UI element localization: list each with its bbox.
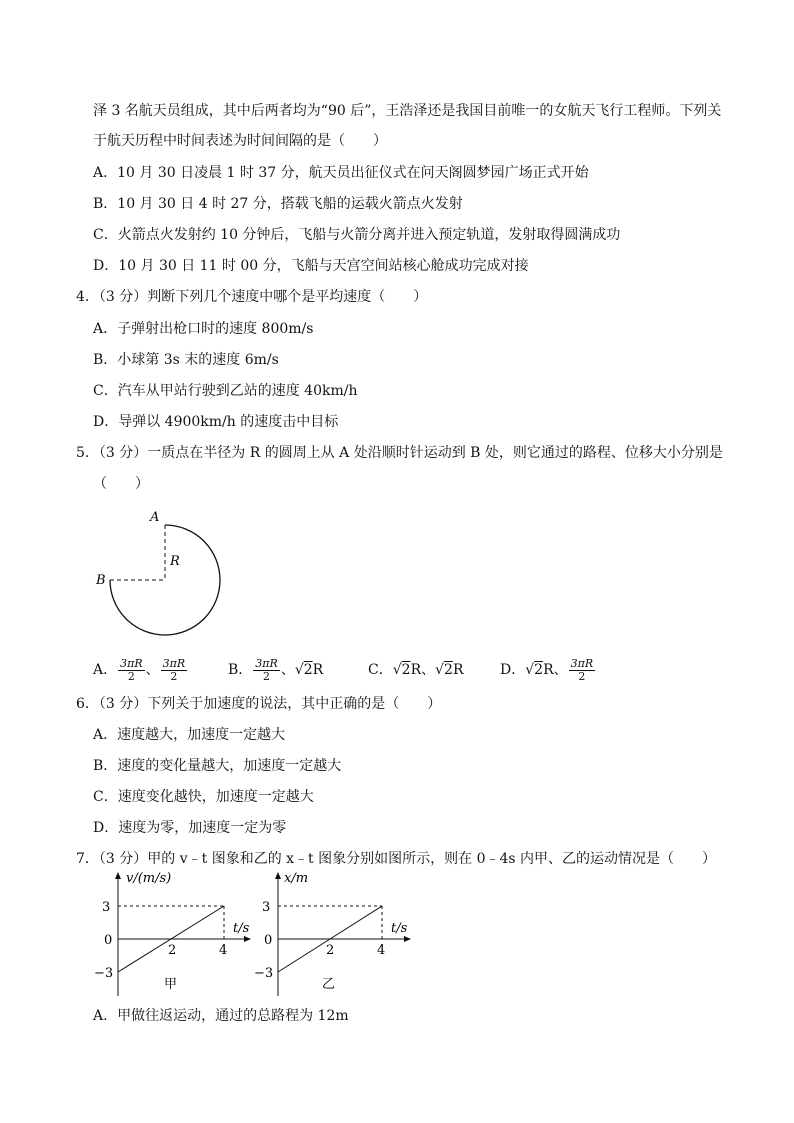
- jia-ylabel: v/(m/s): [126, 871, 172, 886]
- q5-stem: 5．（3 分）一质点在半径为 R 的圆周上从 A 处沿顺时针运动到 B 处，则它通过的路程、位移大小分别是: [76, 445, 723, 461]
- q5-option-a: A． $\frac{3\pi R}{2}$ 、 $\frac{3\pi R}{2}$: [93, 656, 186, 683]
- q3-option-d: D．10 月 30 日 11 时 00 分，飞船与天宫空间站核心舱成功完成对接: [93, 258, 529, 274]
- q4-option-b: B．小球第 3s 末的速度 6m/s: [93, 352, 279, 368]
- jia-y-arrow: [115, 872, 121, 879]
- q3-stem-line2: 于航天历程中时间表述为时间间隔的是（ ）: [93, 133, 387, 149]
- jia-tick-3: 3: [102, 900, 111, 915]
- q4-option-c: C．汽车从甲站行驶到乙站的速度 40km/h: [93, 383, 358, 399]
- q6-option-a: A．速度越大，加速度一定越大: [93, 727, 286, 743]
- q7-stem: 7．（3 分）甲的 v﹣t 图象和乙的 x﹣t 图象分别如图所示，则在 0﹣4s 内甲、乙的运动情况是（ ）: [76, 851, 717, 867]
- q6-option-b: B．速度的变化量越大，加速度一定越大: [93, 758, 342, 774]
- q6-stem: 6．（3 分）下列关于加速度的说法，其中正确的是（ ）: [76, 696, 442, 712]
- yi-ylabel: x/m: [284, 871, 309, 886]
- yi-xlabel: t/s: [391, 921, 408, 936]
- q7-option-a: A．甲做往返运动，通过的总路程为 12m: [93, 1008, 349, 1024]
- q7-graph-yi: [248, 868, 423, 1000]
- yi-tick-0: 0: [264, 933, 273, 948]
- q3-option-a: A．10 月 30 日凌晨 1 时 37 分，航天员出征仪式在问天阁圆梦园广场正式开始: [93, 165, 589, 181]
- jia-tick-0: 0: [104, 933, 113, 948]
- q3-option-b: B．10 月 30 日 4 时 27 分，搭载飞船的运载火箭点火发射: [93, 196, 463, 212]
- q5-circle-figure: [90, 505, 230, 640]
- jia-xlabel: t/s: [233, 921, 250, 936]
- yi-tick-2: 2: [326, 943, 335, 958]
- q3-stem-line1: 泽 3 名航天员组成，其中后两者均为“90 后”，王浩泽还是我国目前唯一的女航天飞行工程师。下列关: [93, 103, 722, 119]
- jia-caption: 甲: [164, 977, 178, 992]
- q3-option-c: C．火箭点火发射约 10 分钟后，飞船与火箭分离并进入预定轨道，发射取得圆满成功: [93, 227, 621, 243]
- q5-stem-paren: （ ）: [93, 476, 149, 492]
- q6-option-c: C．速度变化越快，加速度一定越大: [93, 789, 314, 805]
- jia-tick-2: 2: [168, 943, 177, 958]
- yi-tick-4: 4: [377, 943, 386, 958]
- q4-option-d: D．导弹以 4900km/h 的速度击中目标: [93, 414, 339, 430]
- q4-stem: 4．（3 分）判断下列几个速度中哪个是平均速度（ ）: [76, 289, 428, 305]
- yi-caption: 乙: [322, 977, 336, 992]
- q5-label-a: A: [150, 510, 160, 525]
- q4-option-a: A．子弹射出枪口时的速度 800m/s: [93, 321, 314, 337]
- q5-label-b: B: [96, 573, 106, 588]
- q6-option-d: D．速度为零，加速度一定为零: [93, 820, 287, 836]
- jia-tick-neg3: −3: [94, 966, 114, 981]
- yi-tick-neg3: −3: [254, 966, 274, 981]
- yi-tick-3: 3: [262, 900, 271, 915]
- q5-option-b: B． $\frac{3\pi R}{2}$ 、√2R: [228, 656, 324, 683]
- yi-x-arrow: [404, 936, 411, 942]
- q5-label-r: R: [170, 554, 180, 569]
- yi-y-arrow: [275, 872, 281, 879]
- q7-graph-jia: [88, 868, 263, 1000]
- jia-tick-4: 4: [219, 943, 228, 958]
- q5-option-d: D．√2R、 $\frac{3\pi R}{2}$: [500, 656, 594, 683]
- q5-option-c: C．√2R、√2R: [368, 662, 464, 678]
